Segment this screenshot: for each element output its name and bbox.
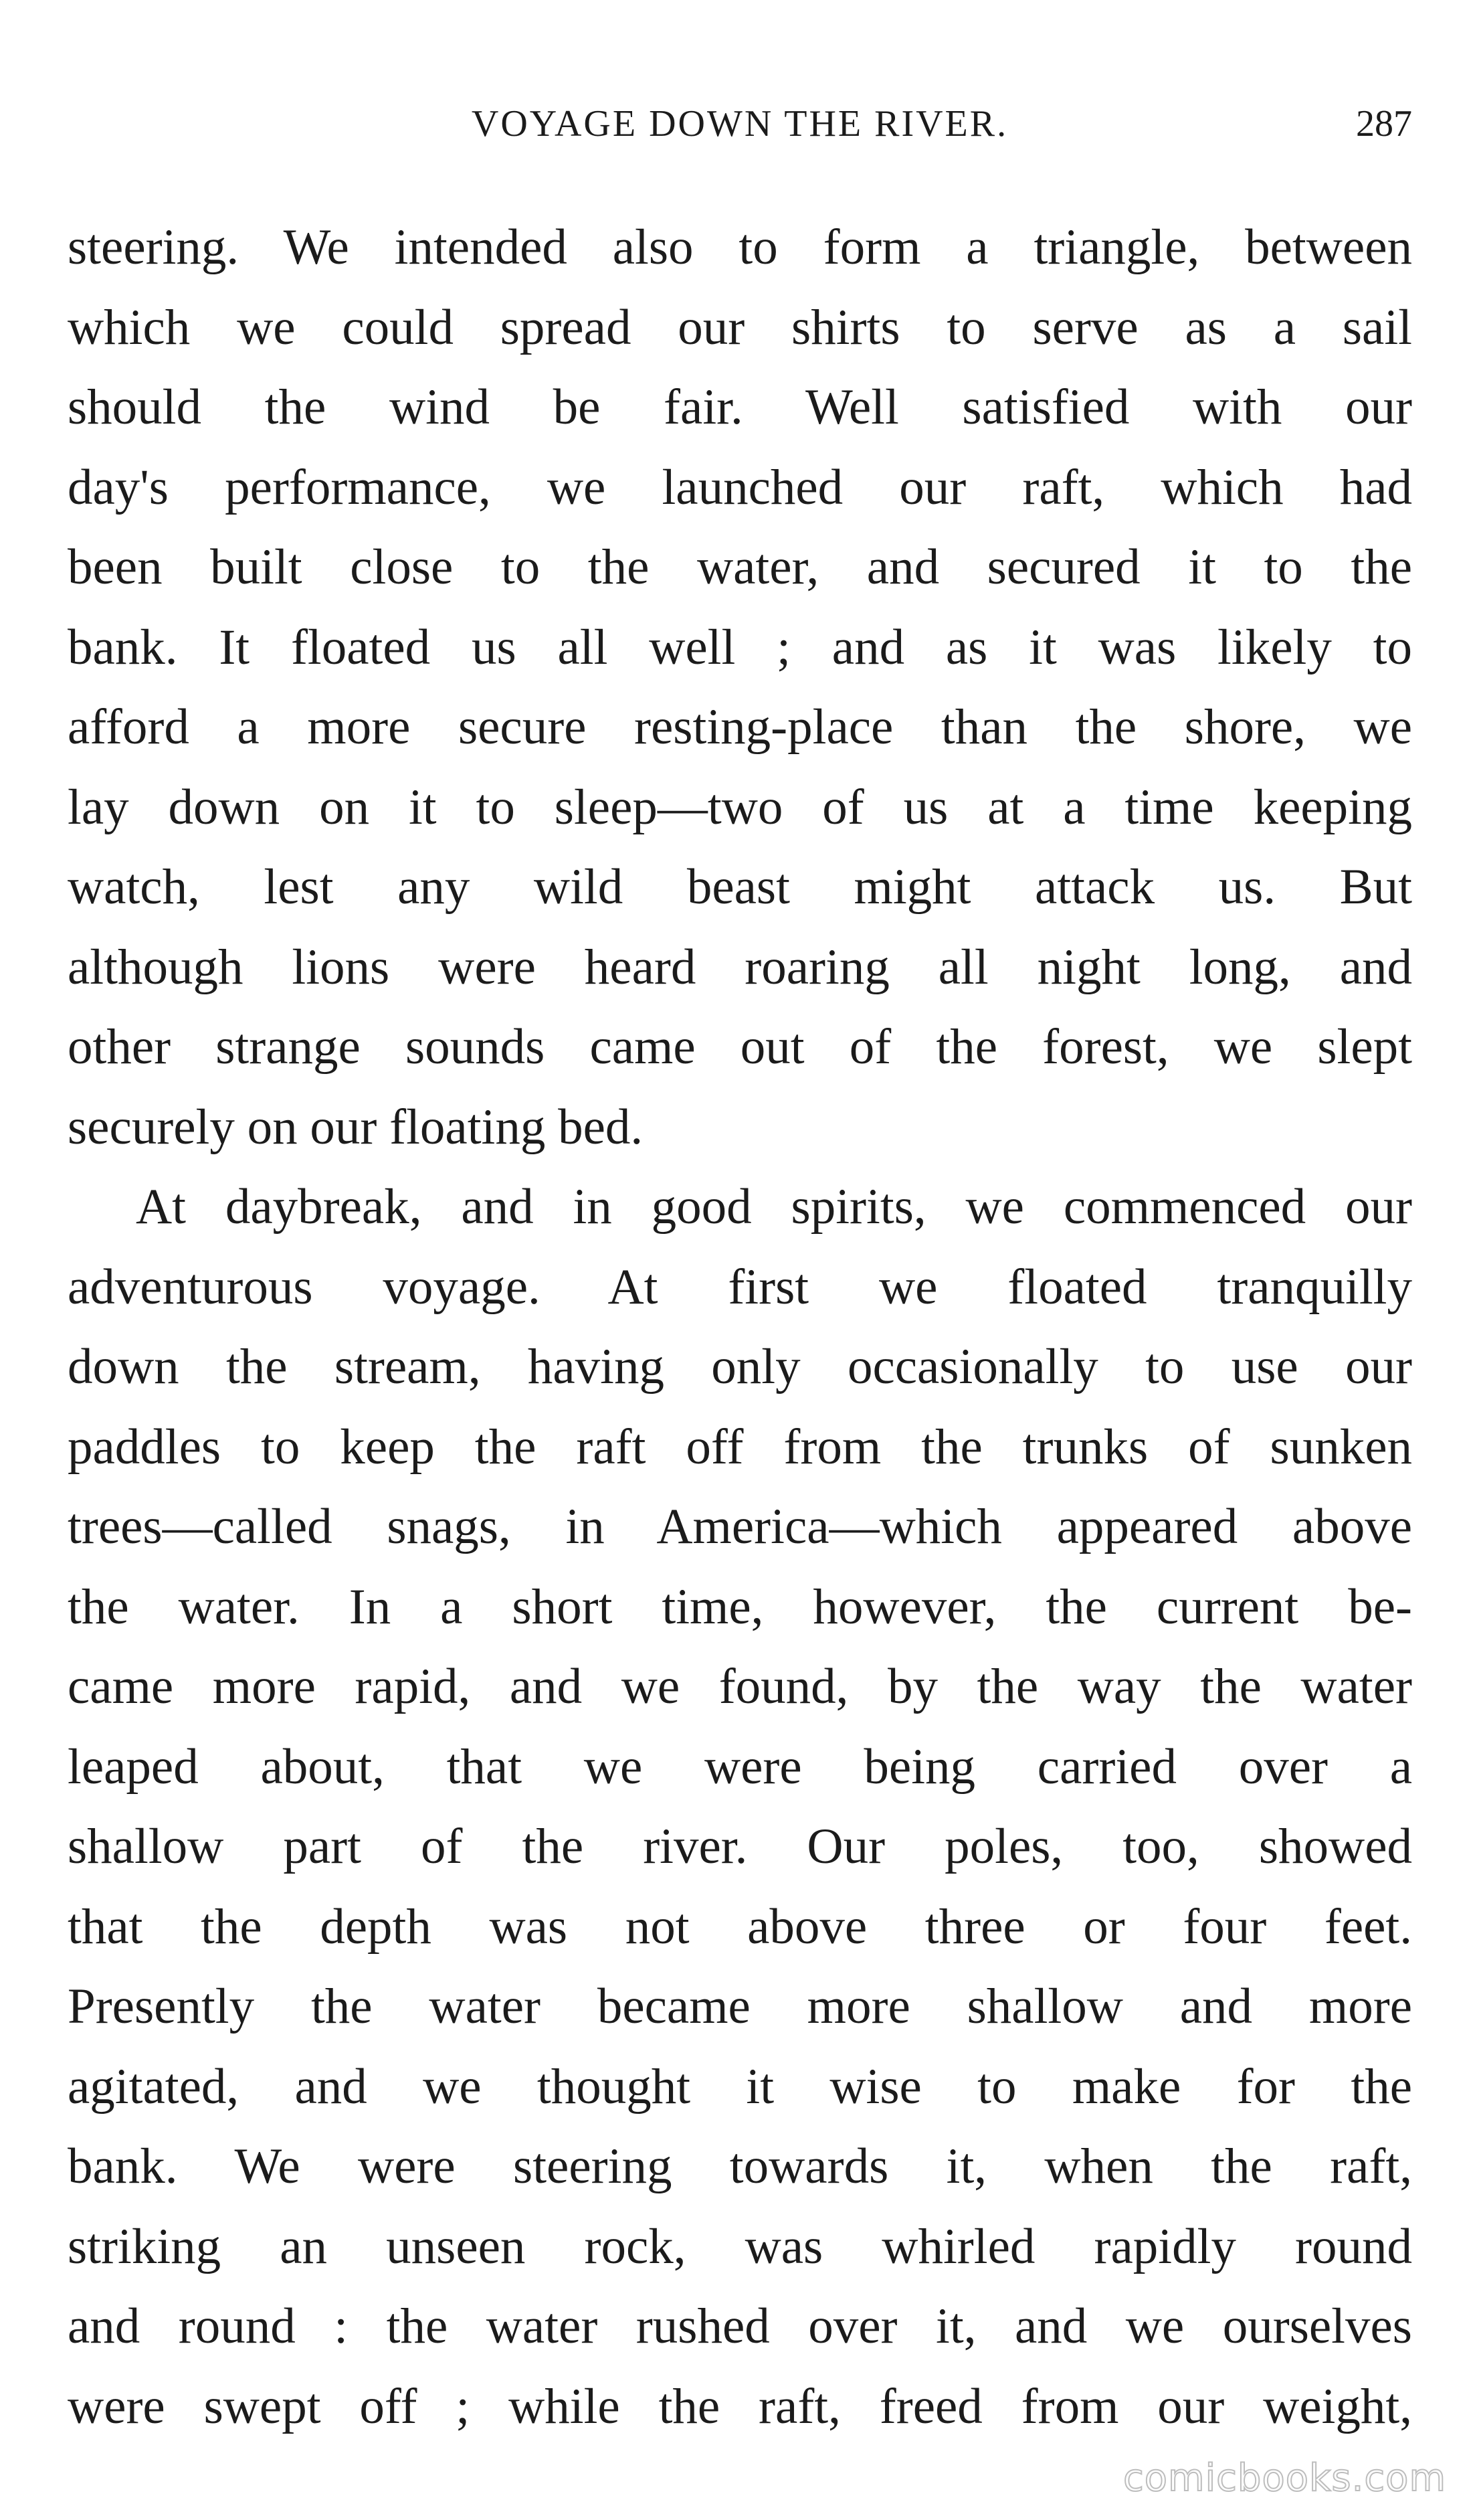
watermark: comicbooks.com [1122,2456,1446,2500]
text-line: steering. We intended also to form a triangle, between [68,219,1412,275]
text-line: adventurous voyage. At first we floated tranquilly [68,1259,1412,1315]
text-line: down the stream, having only occasionally to use our [68,1339,1412,1394]
text-line: other strange sounds came out of the forest, we slept [68,1019,1412,1075]
text-line: lay down on it to sleep—two of us at a time keeping [68,779,1412,835]
text-line: shallow part of the river. Our poles, too, showed [68,1819,1412,1874]
text-line: which we could spread our shirts to serve as a sail [68,299,1412,355]
text-line: were swept off ; while the raft, freed from our weight, [68,2378,1412,2434]
text-line: paddles to keep the raft off from the trunks of sunken [68,1419,1412,1475]
text-line: Presently the water became more shallow and more [68,1979,1412,2034]
running-title: VOYAGE DOWN THE RIVER. [471,103,1009,145]
text-line: leaped about, that we were being carried over a [68,1738,1412,1795]
text-line: should the wind be fair. Well satisfied with our [68,379,1412,435]
text-line: afford a more secure resting-place than the shore, we [68,699,1412,755]
text-line: came more rapid, and we found, by the way the water [68,1659,1412,1714]
body-text [68,207,1412,2446]
text-line: bank. We were steering towards it, when the raft, [68,2139,1412,2194]
text-line: securely on our floating bed. [68,1099,644,1155]
text-line: although lions were heard roaring all night long, and [68,939,1412,995]
text-line: watch, lest any wild beast might attack us. But [68,859,1412,915]
text-line: At daybreak, and in good spirits, we commenced our [136,1179,1412,1235]
text-line: agitated, and we thought it wise to make for the [68,2058,1412,2114]
page-header [68,94,1412,154]
text-line: that the depth was not above three or four feet. [68,1898,1412,1955]
text-line: day's performance, we launched our raft, which had [68,459,1412,515]
text-line: and round : the water rushed over it, and we ourselves [68,2299,1412,2354]
text-line: the water. In a short time, however, the current be- [68,1579,1412,1635]
text-line: trees—called snags, in America—which appeared above [68,1499,1412,1554]
text-line: been built close to the water, and secured it to the [68,539,1412,595]
text-line: striking an unseen rock, was whirled rapidly round [68,2218,1412,2274]
text-line: bank. It floated us all well ; and as it was likely to [68,619,1412,675]
page-number: 287 [1356,103,1412,145]
